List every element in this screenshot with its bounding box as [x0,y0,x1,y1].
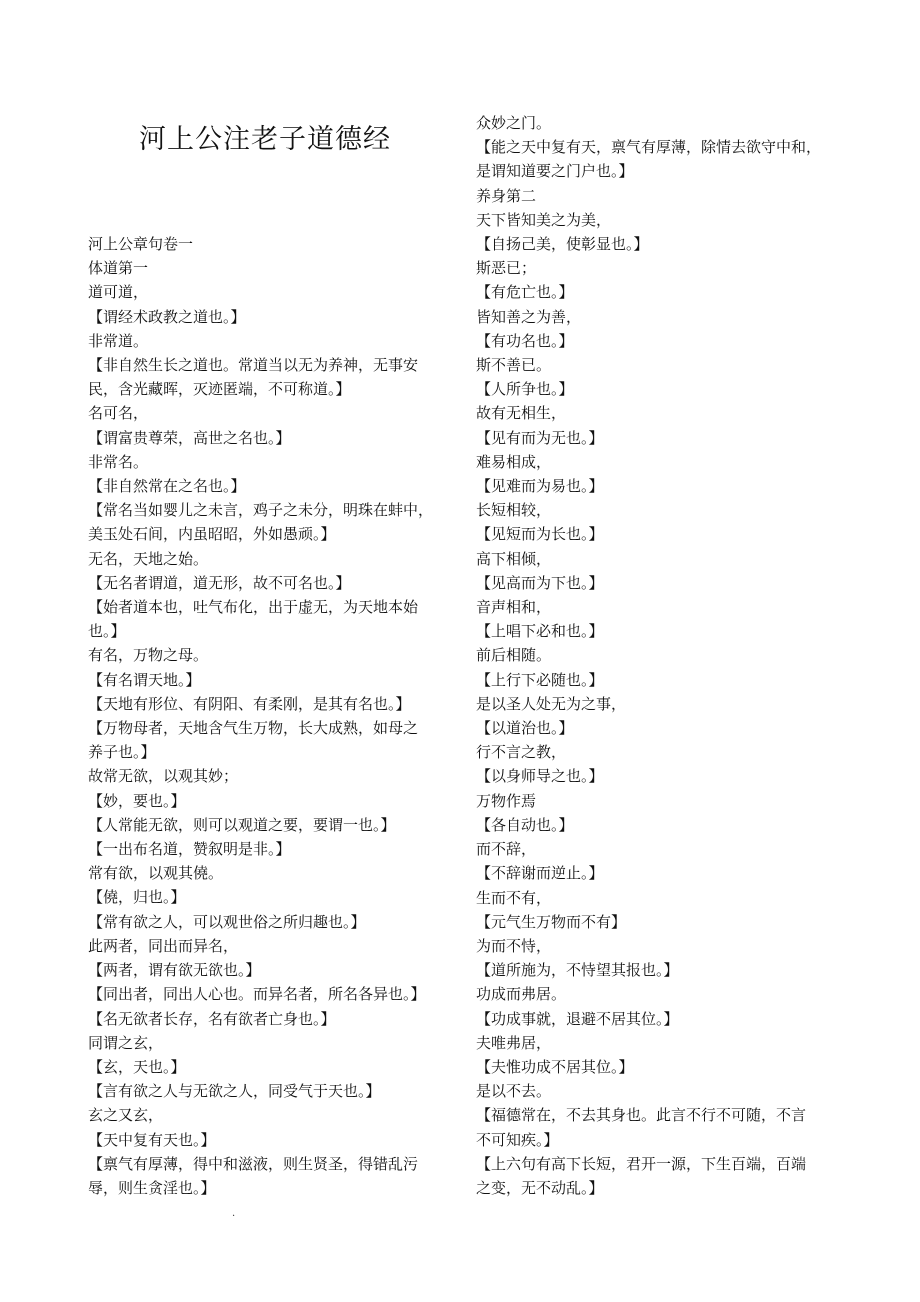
text-line: 为而不恃， [476,936,552,955]
text-line: 【有功名也。】 [476,331,574,350]
text-line: 【妙，要也。】 [88,791,186,810]
text-line: 万物作焉 [476,791,537,810]
text-line: 此两者，同出而异名， [88,936,239,955]
text-line: 【天地有形位、有阴阳、有柔刚，是其有名也。】 [88,694,411,713]
text-line: 【始者道本也，吐气布化，出于虚无，为天地本始 [88,598,419,617]
text-line: 【天中复有天也。】 [88,1130,216,1149]
text-line: 【同出者，同出人心也。而异名者，所名各异也。】 [88,985,426,1004]
text-line: 玄之又玄， [88,1106,164,1125]
text-line: 众妙之门。 [476,114,552,132]
right-text-column [476,111,846,1200]
text-line: 【见难而为易也。】 [476,477,604,496]
text-line: 【道所施为，不恃望其报也。】 [476,961,679,980]
text-line: 无名，天地之始。 [88,549,209,568]
text-line: 【各自动也。】 [476,815,574,834]
text-line: 【禀气有厚薄，得中和滋液，则生贤圣，得错乱污 [88,1154,419,1173]
text-line: 【僥，归也。】 [88,888,186,907]
text-line: 【以道治也。】 [476,719,574,738]
footer-mark: . [232,1208,236,1219]
text-line: 高下相倾， [476,549,552,568]
text-line: 民，含光藏晖，灭迹匿端，不可称道。】 [88,380,351,399]
text-line: 斯不善已。 [476,356,552,375]
text-line: 是以圣人处无为之事， [476,694,627,713]
text-line: 行不言之教， [476,743,567,762]
text-line: 道可道， [88,283,149,302]
text-line: 【有名谓天地。】 [88,670,201,689]
text-line: 前后相随。 [476,646,552,665]
text-line: 【常名当如婴儿之未言，鸡子之未分，明珠在蚌中， [88,501,434,520]
text-line: 【常有欲之人，可以观世俗之所归趣也。】 [88,912,366,931]
text-line: 音声相和， [476,598,552,617]
text-line: 【一出布名道，赞叙明是非。】 [88,840,291,859]
text-line: 难易相成， [476,452,552,471]
text-line: 【言有欲之人与无欲之人，同受气于天也。】 [88,1082,381,1101]
text-line: 【见高而为下也。】 [476,573,604,592]
text-line: 故有无相生， [476,404,567,423]
text-line: 【名无欲者长存，名有欲者亡身也。】 [88,1009,336,1028]
text-line: 【两者，谓有欲无欲也。】 [88,961,261,980]
text-line: 【能之天中复有天，禀气有厚薄，除情去欲守中和， [476,138,822,157]
text-line: 同谓之玄， [88,1033,164,1052]
text-line: 天下皆知美之为美， [476,210,612,229]
text-line: 而不辞， [476,840,537,859]
text-line: 养身第二 [476,186,537,205]
text-line: 【人常能无欲，则可以观道之要，要谓一也。】 [88,815,396,834]
text-line: 【有危亡也。】 [476,283,574,302]
left-text-column [88,232,454,1200]
text-line: 【万物母者，天地含气生万物，长大成熟，如母之 [88,719,419,738]
text-line: 有名，万物之母。 [88,646,209,665]
text-line: 非常名。 [88,452,149,471]
text-line: 【非自然常在之名也。】 [88,477,246,496]
text-line: 【不辞谢而逆止。】 [476,864,604,883]
document-title: 河上公注老子道德经 [139,124,391,155]
text-line: 【福德常在，不去其身也。此言不行不可随，不言 [476,1106,807,1125]
text-line: 长短相较， [476,501,552,520]
text-line: 【功成事就，退避不居其位。】 [476,1009,679,1028]
text-line: 【见短而为长也。】 [476,525,604,544]
text-line: 皆知善之为善， [476,307,582,326]
text-line: 是以不去。 [476,1082,552,1101]
text-line: 【上六句有高下长短，君开一源，下生百端，百端 [476,1154,807,1173]
text-line: 故常无欲，以观其妙； [88,767,239,786]
text-line: 【元气生万物而不有】 [476,912,627,931]
text-line: 功成而弗居。 [476,985,567,1004]
text-line: 【上唱下必和也。】 [476,622,604,641]
text-line: 【以身师导之也。】 [476,767,604,786]
text-line: 【夫惟功成不居其位。】 [476,1057,634,1076]
text-line: 是谓知道要之门户也。】 [476,162,634,181]
text-line: 【上行下必随也。】 [476,670,604,689]
text-line: 【谓经术政教之道也。】 [88,307,246,326]
text-line: 【见有而为无也。】 [476,428,604,447]
text-line: 名可名， [88,404,149,423]
text-line: 养子也。】 [88,743,156,762]
text-line: 【非自然生长之道也。常道当以无为养神，无事安 [88,356,419,375]
text-line: 辱，则生贪淫也。】 [88,1178,216,1197]
text-line: 也。】 [88,622,126,641]
text-line: 夫唯弗居， [476,1033,552,1052]
text-line: 常有欲，以观其僥。 [88,864,224,883]
text-line: 【谓富贵尊荣，高世之名也。】 [88,428,291,447]
text-line: 【人所争也。】 [476,380,574,399]
text-line: 不可知疾。】 [476,1130,559,1149]
text-line: 美玉处石间，内虽昭昭，外如愚顽。】 [88,525,336,544]
text-line: 斯恶已； [476,259,537,278]
text-line: 之变，无不动乱。】 [476,1178,604,1197]
text-line: 非常道。 [88,331,149,350]
text-line: 生而不有， [476,888,552,907]
text-line: 【无名者谓道，道无形，故不可名也。】 [88,573,351,592]
text-line: 体道第一 [88,259,149,278]
text-line: 河上公章句卷一 [88,235,194,253]
text-line: 【玄，天也。】 [88,1057,186,1076]
text-line: 【自扬己美，使彰显也。】 [476,235,649,254]
